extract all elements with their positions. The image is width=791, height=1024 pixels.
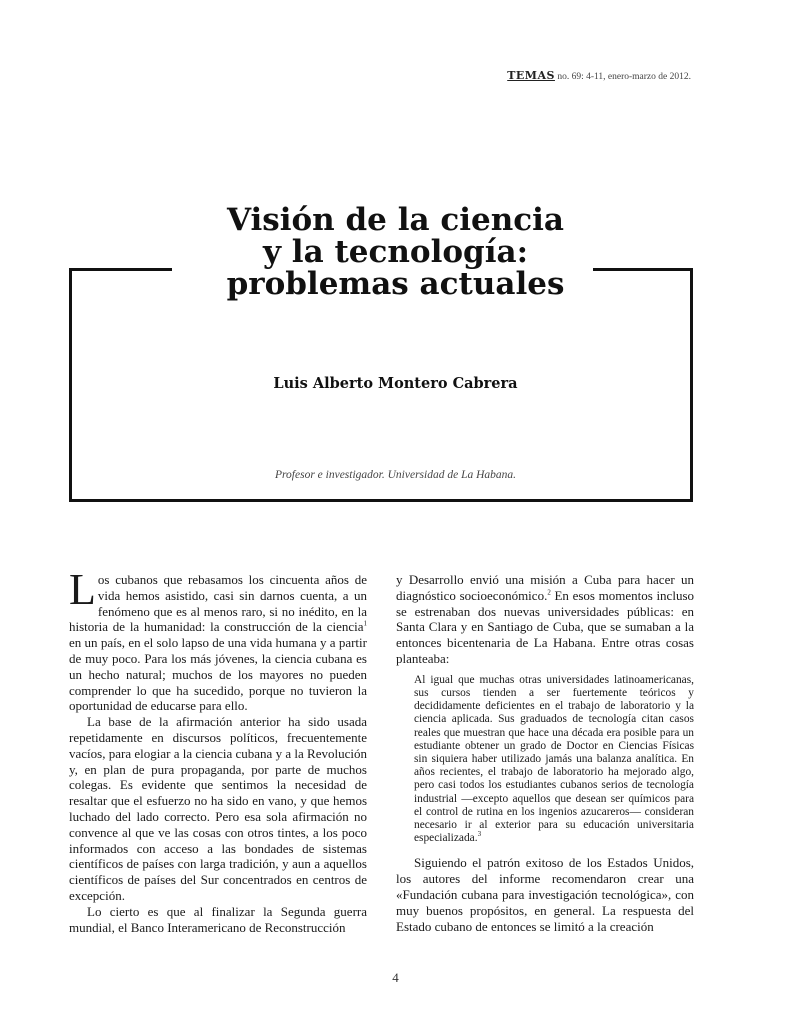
footnote-ref[interactable]: 2 xyxy=(547,588,551,597)
journal-citation xyxy=(507,69,691,82)
paragraph xyxy=(69,565,367,714)
paragraph-text: os cubanos que rebasamos los cincuenta años de vida hemos asistido, casi sin darnos cuenta, a un fenómeno que es al menos raro, si no inédito, en la historia de la humanidad: la construcción de la ciencia xyxy=(69,572,367,635)
quote-text: Al igual que muchas otras universidades latinoamericanas, sus cursos tienden a ser fuertemente teóricos y decididamente deficientes en el trabajo de laboratorio y la ciencia aplicada. Sus graduados de tecnología citan casos reales que muestran que hace una década era posible para un estudiante obtener un grado de Doctor en Ciencias Físicas sin siquiera haber utilizado jamás una balanza analítica. En años recientes, el trabajo de laboratorio ha mejorado algo, pero casi todos los estudiantes cubanos serios de tecnología industrial —excepto aquellos que desean ser químicos para el control de rutina en los ingenios azucareros— consideran necesario ir al exterior para su educación universitaria especializada. xyxy=(414,673,694,845)
paragraph: Lo cierto es que al finalizar la Segunda guerra mundial, el Banco Interamericano de Reconstrucción xyxy=(69,903,367,935)
title-line: Visión de la ciencia xyxy=(226,202,565,238)
frame-bottom-rule xyxy=(69,499,693,502)
paragraph: Siguiendo el patrón exitoso de los Estados Unidos, los autores del informe recomendaron crear una «Fundación cubana para investigación tecnológica», con muy buenos propósitos, en general. La respuesta del Estado cubano de entonces se limitó a la creación xyxy=(396,855,694,934)
paragraph-text: En esos momentos incluso se estrenaban dos nuevas universidades públicas: en Santa Clara y en Santiago de Cuba, que se sumaban a la entonces bicentenaria de La Habana. Entre otras cosas planteaba: xyxy=(396,587,694,666)
block-quote xyxy=(414,674,694,846)
journal-logo: TEMAS xyxy=(507,69,555,82)
citation-text: no. 69: 4-11, enero-marzo de 2012. xyxy=(557,72,691,82)
article-title xyxy=(0,204,791,300)
title-line: problemas actuales xyxy=(226,266,565,302)
paragraph-text: y Desarrollo envió una misión a Cuba para hacer un diagnóstico socioeconómico. xyxy=(396,572,694,603)
title-line: y la tecnología: xyxy=(262,234,529,270)
paragraph-text: en un país, en el solo lapso de una vida humana y a partir de muy poco. Para los más jóvenes, la ciencia cubana es un hecho natural; muchos de los mayores no pueden comprender lo que ha sucedido, porque no tuvieron la oportunidad de educarse para ello. xyxy=(69,635,367,714)
paragraph xyxy=(396,572,694,667)
left-column xyxy=(69,565,367,935)
footnote-ref[interactable]: 1 xyxy=(363,620,367,629)
paragraph: La base de la afirmación anterior ha sido usada repetidamente en discursos políticos, frecuentemente vacíos, para elogiar a la ciencia cubana y a la Revolución y, en plan de pura propaganda, por parte de muchos colegas. Es evidente que sentimos la necesidad de resaltar que el esfuerzo no ha sido en vano, y que hemos luchado del lado correcto. Pero esa sola afirmación no convence al que ve las cosas con otros tintes, a los poco informados con acceso a las bondades de sistemas científicos de países con larga tradición, y aun a aquellos científicos de países del Sur concentrados en centros de excepción. xyxy=(69,714,367,903)
footnote-ref[interactable]: 3 xyxy=(477,830,482,839)
right-column xyxy=(396,572,694,934)
author-affiliation: Profesor e investigador. Universidad de La Habana. xyxy=(274,469,517,481)
page-number: 4 xyxy=(392,970,399,985)
author-name: Luis Alberto Montero Cabrera xyxy=(273,375,518,392)
drop-cap: L xyxy=(69,565,96,614)
